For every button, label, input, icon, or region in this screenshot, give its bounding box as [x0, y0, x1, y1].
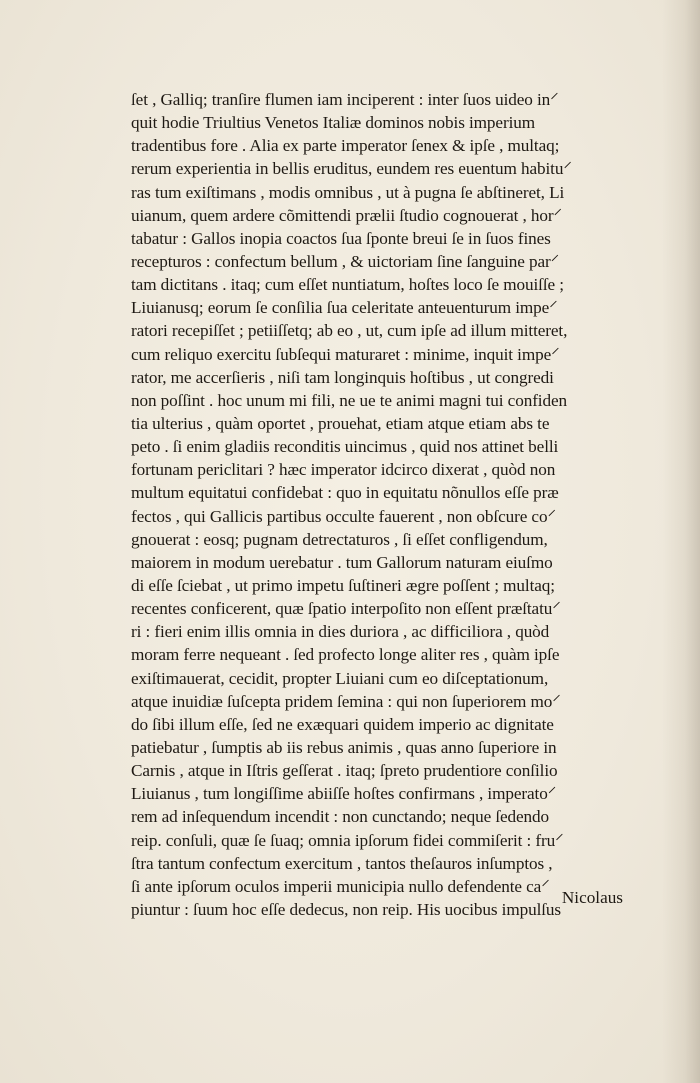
text-line: Liuianusq; eorum ſe conſilia ſua celeritate anteuenturum impe⸍	[131, 298, 558, 318]
text-line: ſi ante ipſorum oculos imperii municipia nullo defendente ca⸍	[131, 876, 550, 896]
text-line: atque inuidiæ ſuſcepta pridem ſemina : qui non ſuperiorem mo⸍	[131, 691, 561, 711]
text-line: cum reliquo exercitu ſubſequi maturaret : minime, inquit impe⸍	[131, 344, 560, 364]
text-line: uianum, quem ardere cõmittendi prælii ſtudio cognouerat , hor⸍	[131, 205, 563, 225]
text-line: ſtra tantum confectum exercitum , tantos theſauros inſumptos ,	[131, 853, 553, 873]
text-line: Liuianus , tum longiſſime abiiſſe hoſtes confirmans , imperato⸍	[131, 784, 557, 804]
text-line: di eſſe ſciebat , ut primo impetu ſuſtineri ægre poſſent ; multaq;	[131, 575, 555, 595]
text-line: reip. conſuli, quæ ſe ſuaq; omnia ipſorum fidei commiſerit : fru⸍	[131, 830, 564, 850]
text-line: quit hodie Triultius Venetos Italiæ dominos nobis imperium	[131, 113, 536, 133]
text-line: tam dictitans . itaq; cum eſſet nuntiatum, hoſtes loco ſe mouiſſe ;	[131, 275, 564, 295]
text-line: non poſſint . hoc unum mi fili, ne ue te animi magni tui confiden	[131, 390, 568, 410]
page-gutter-shadow	[662, 0, 700, 1083]
text-line: fectos , qui Gallicis partibus occulte fauerent , non obſcure co⸍	[131, 506, 556, 526]
text-line: exiſtimauerat, cecidit, propter Liuiani cum eo diſceptationum,	[131, 668, 549, 688]
text-line: ſet , Galliq; tranſire flumen iam inciperent : inter ſuos uideo in⸍	[131, 90, 559, 109]
text-line: rem ad inſequendum incendit : non cunctando; neque ſedendo	[131, 807, 550, 827]
catchword: Nicolaus	[561, 888, 623, 907]
text-line: recentes conficerent, quæ ſpatio interpoſito non eſſent præſtatu⸍	[131, 599, 561, 619]
text-line: rator, me accerſieris , niſi tam longinquis hoſtibus , ut congredi	[131, 367, 554, 387]
text-line: peto . ſi enim gladiis reconditis uincimus , quid nos attinet belli	[131, 437, 559, 457]
text-line: rerum experientia in bellis eruditus, eundem res euentum habitu⸍	[131, 159, 572, 179]
text-line: recepturos : confectum bellum , & uictoriam ſine ſanguine par⸍	[131, 251, 560, 271]
text-line: ri : fieri enim illis omnia in dies duriora , ac difficiliora , quòd	[131, 622, 550, 642]
text-line: Carnis , atque in Iſtris geſſerat . itaq; ſpreto prudentiore conſilio	[131, 761, 558, 781]
text-line: moram ferre nequeant . ſed profecto longe aliter res , quàm ipſe	[131, 645, 560, 665]
text-line: piuntur : ſuum hoc eſſe dedecus, non reip. His uocibus impulſus	[131, 899, 562, 919]
text-line: fortunam periclitari ? hæc imperator idcirco dixerat , quòd non	[131, 460, 556, 480]
text-line: ras tum exiſtimans , modis omnibus , ut à pugna ſe abſtineret, Li	[131, 182, 565, 202]
text-block	[131, 88, 625, 921]
text-line: ratori recepiſſet ; petiiſſetq; ab eo , ut, cum ipſe ad illum mitteret,	[131, 321, 568, 341]
text-line: tradentibus fore . Alia ex parte imperator ſenex & ipſe , multaq;	[131, 136, 560, 156]
text-line: gnouerat : eosq; pugnam detrectaturos , ſi eſſet confligendum,	[131, 529, 548, 549]
text-line: maiorem in modum uerebatur . tum Gallorum naturam eiuſmo	[131, 552, 553, 572]
text-line: multum equitatui confidebat : quo in equitatu nõnullos eſſe præ	[131, 483, 559, 503]
text-line: tia ulterius , quàm oportet , prouehat, etiam atque etiam abs te	[131, 413, 550, 433]
text-line: patiebatur , ſumptis ab iis rebus animis , quas anno ſuperiore in	[131, 737, 557, 757]
text-line: do ſibi illum eſſe, ſed ne exæquari quidem imperio ac dignitate	[131, 714, 554, 734]
text-line: tabatur : Gallos inopia coactos ſua ſponte breui ſe in ſuos fines	[131, 228, 551, 248]
